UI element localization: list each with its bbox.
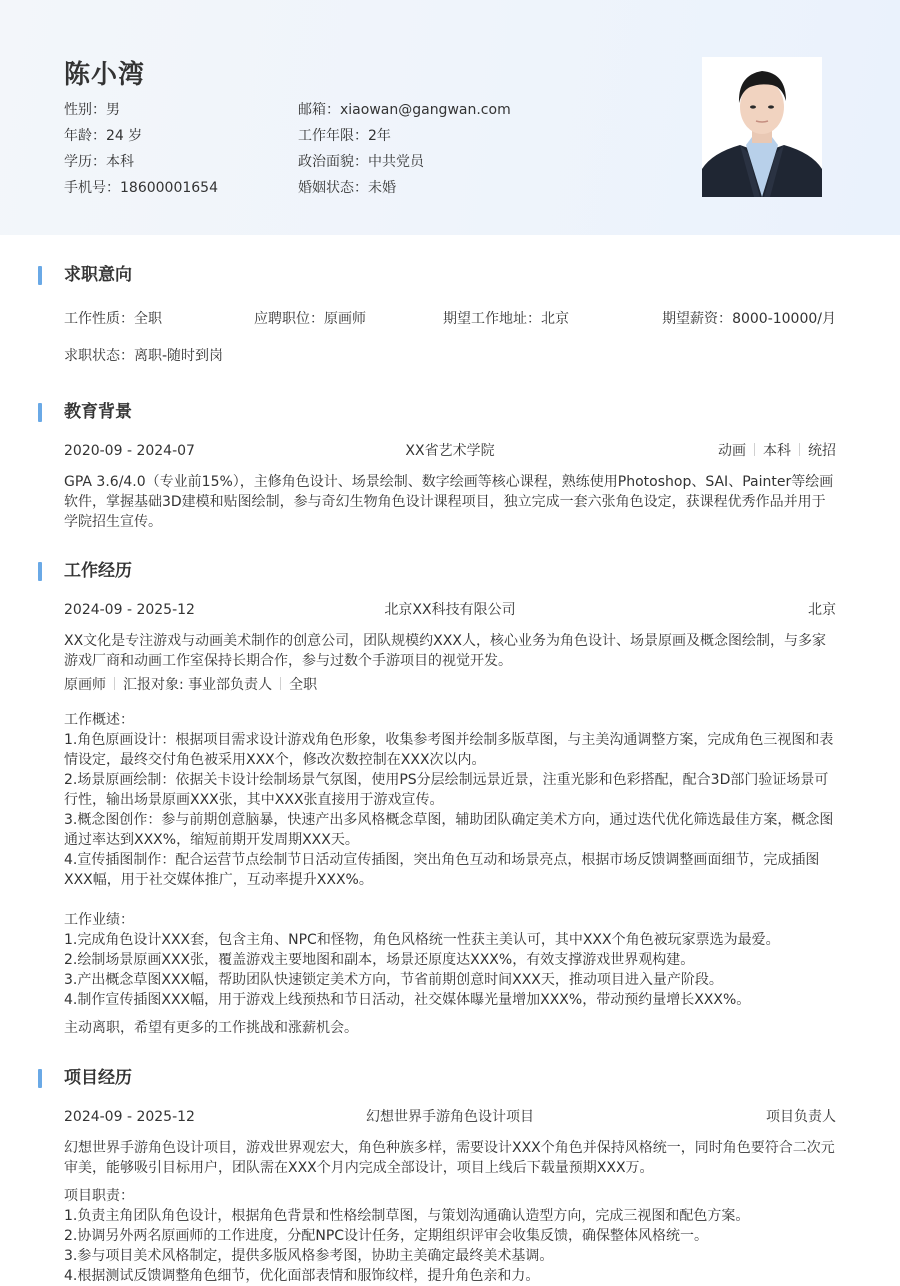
divider bbox=[114, 677, 115, 690]
duty-item: 4.根据测试反馈调整角色细节，优化面部表情和服饰纹样，提升角色亲和力。 bbox=[64, 1268, 540, 1284]
info-email: 邮箱：xiaowan@gangwan.com bbox=[298, 102, 511, 118]
info-work-years: 工作年限：2年 bbox=[298, 128, 391, 144]
info-phone: 手机号：18600001654 bbox=[64, 180, 218, 196]
achievement-item: 1.完成角色设计XXX套，包含主角、NPC和怪物，角色风格统一性获主美认可，其中XXX个角色被玩家票选为最爱。 bbox=[64, 932, 780, 948]
intent-status: 求职状态：离职-随时到岗 bbox=[64, 348, 224, 364]
section-job-intent bbox=[0, 263, 900, 366]
duty-item: 1.负责主角团队角色设计，根据角色背景和性格绘制草图，与策划沟通确认造型方向，完成三视图和配色方案。 bbox=[64, 1208, 750, 1224]
work-summary-item: 3.概念图创作：参与前期创意脑暴，快速产出多风格概念草图，辅助团队确定美术方向，通过迭代优化筛选最佳方案，概念图通过率达到XXX%，缩短前期开发周期XXX天。 bbox=[64, 812, 834, 848]
intent-work-type: 工作性质：全职 bbox=[64, 311, 162, 327]
section-title: 求职意向 bbox=[0, 263, 900, 287]
section-work-experience bbox=[0, 559, 900, 1038]
intent-salary: 期望薪资：8000-10000/月 bbox=[662, 311, 836, 327]
duty-item: 2.协调另外两名原画师的工作进度，分配NPC设计任务，定期组织评审会收集反馈，确保整体风格统一。 bbox=[64, 1228, 709, 1244]
project-description: 幻想世界手游角色设计项目，游戏世界观宏大，角色种族多样，需要设计XXX个角色并保持风格统一，同时角色要符合二次元审美，能够吸引目标用户，团队需在XXX个月内完成全部设计，项目上线后下载量预期XXX万。 bbox=[64, 1140, 835, 1176]
education-description: GPA 3.6/4.0（专业前15%），主修角色设计、场景绘制、数字绘画等核心课程，熟练使用Photoshop、SAI、Painter等绘画软件，掌握基础3D建模和贴图绘制，参与奇幻生物角色设计课程项目，独立完成一套六张角色设定，获课程优秀作品并用于学院招生宣传。 bbox=[64, 474, 834, 530]
achievement-item: 3.产出概念草图XXX幅，帮助团队快速锁定美术方向，节省前期创意时间XXX天，推动项目进入量产阶段。 bbox=[64, 972, 723, 988]
company-description: XX文化是专注游戏与动画美术制作的创意公司，团队规模约XXX人，核心业务为角色设计、场景原画及概念图绘制，与多家游戏厂商和动画工作室保持长期合作，参与过数个手游项目的视觉开发。 bbox=[64, 633, 826, 669]
intent-row-2 bbox=[64, 346, 836, 366]
education-header-row bbox=[64, 441, 836, 461]
education-tags: 动画 本科 统招 bbox=[718, 443, 836, 459]
work-tags: 原画师 汇报对象: 事业部负责人 全职 bbox=[64, 677, 318, 693]
accent-bar-icon bbox=[38, 562, 42, 581]
project-duties-title: 项目职责： bbox=[64, 1188, 134, 1204]
accent-bar-icon bbox=[38, 266, 42, 285]
info-degree: 学历：本科 bbox=[64, 154, 134, 170]
education-period: 2020-09 - 2024-07 bbox=[64, 443, 195, 459]
work-summary-item: 2.场景原画绘制：依据关卡设计绘制场景气氛图，使用PS分层绘制远景近景，注重光影和色彩搭配，配合3D部门验证场景可行性，输出场景原画XXX张，其中XXX张直接用于游戏宣传。 bbox=[64, 772, 829, 808]
intent-location: 期望工作地址：北京 bbox=[443, 311, 569, 327]
school-name: XX省艺术学院 bbox=[405, 443, 495, 459]
info-age: 年龄：24 岁 bbox=[64, 128, 143, 144]
work-location: 北京 bbox=[808, 602, 836, 618]
basic-info-left bbox=[64, 100, 218, 204]
project-header-row bbox=[64, 1107, 836, 1127]
project-period: 2024-09 - 2025-12 bbox=[64, 1109, 195, 1125]
work-summary-title: 工作概述： bbox=[64, 712, 134, 728]
info-marital-status: 婚姻状态：未婚 bbox=[298, 180, 396, 196]
achievement-item: 4.制作宣传插图XXX幅，用于游戏上线预热和节日活动，社交媒体曝光量增加XXX%，带动预约量增长XXX%。 bbox=[64, 992, 751, 1008]
portrait-icon bbox=[702, 57, 822, 197]
candidate-name: 陈小湾 bbox=[64, 60, 146, 90]
work-achievements bbox=[0, 910, 900, 1010]
accent-bar-icon bbox=[38, 1069, 42, 1088]
intent-row-1 bbox=[64, 309, 836, 329]
work-summary bbox=[0, 710, 900, 890]
divider bbox=[799, 443, 800, 456]
section-title: 工作经历 bbox=[0, 559, 900, 583]
duty-item: 3.参与项目美术风格制定，提供多版风格参考图，协助主美确定最终美术基调。 bbox=[64, 1248, 554, 1264]
divider bbox=[280, 677, 281, 690]
divider bbox=[754, 443, 755, 456]
section-title: 教育背景 bbox=[0, 400, 900, 424]
section-title: 项目经历 bbox=[0, 1066, 900, 1090]
intent-position: 应聘职位：原画师 bbox=[254, 311, 366, 327]
work-achievements-title: 工作业绩： bbox=[64, 912, 134, 928]
section-education bbox=[0, 400, 900, 532]
profile-photo bbox=[702, 57, 822, 197]
basic-info-right bbox=[298, 100, 511, 204]
work-summary-item: 1.角色原画设计：根据项目需求设计游戏角色形象，收集参考图并绘制多版草图，与主美沟通调整方案，完成角色三视图和表情设定，最终交付角色被采用XXX个，修改次数控制在XXX次以内。 bbox=[64, 732, 834, 768]
leave-reason: 主动离职，希望有更多的工作挑战和涨薪机会。 bbox=[64, 1020, 358, 1036]
info-political-status: 政治面貌：中共党员 bbox=[298, 154, 424, 170]
work-period: 2024-09 - 2025-12 bbox=[64, 602, 195, 618]
info-gender: 性别：男 bbox=[64, 102, 120, 118]
project-name: 幻想世界手游角色设计项目 bbox=[366, 1109, 534, 1125]
work-summary-item: 4.宣传插图制作：配合运营节点绘制节日活动宣传插图，突出角色互动和场景亮点，根据市场反馈调整画面细节，完成插图XXX幅，用于社交媒体推广，互动率提升XXX%。 bbox=[64, 852, 820, 888]
profile-header bbox=[0, 0, 900, 235]
project-duties bbox=[0, 1186, 900, 1286]
company-name: 北京XX科技有限公司 bbox=[384, 602, 516, 618]
achievement-item: 2.绘制场景原画XXX张，覆盖游戏主要地图和副本，场景还原度达XXX%，有效支撑游戏世界观构建。 bbox=[64, 952, 695, 968]
project-role: 项目负责人 bbox=[766, 1109, 836, 1125]
work-header-row bbox=[64, 600, 836, 620]
accent-bar-icon bbox=[38, 403, 42, 422]
section-project-experience bbox=[0, 1066, 900, 1286]
